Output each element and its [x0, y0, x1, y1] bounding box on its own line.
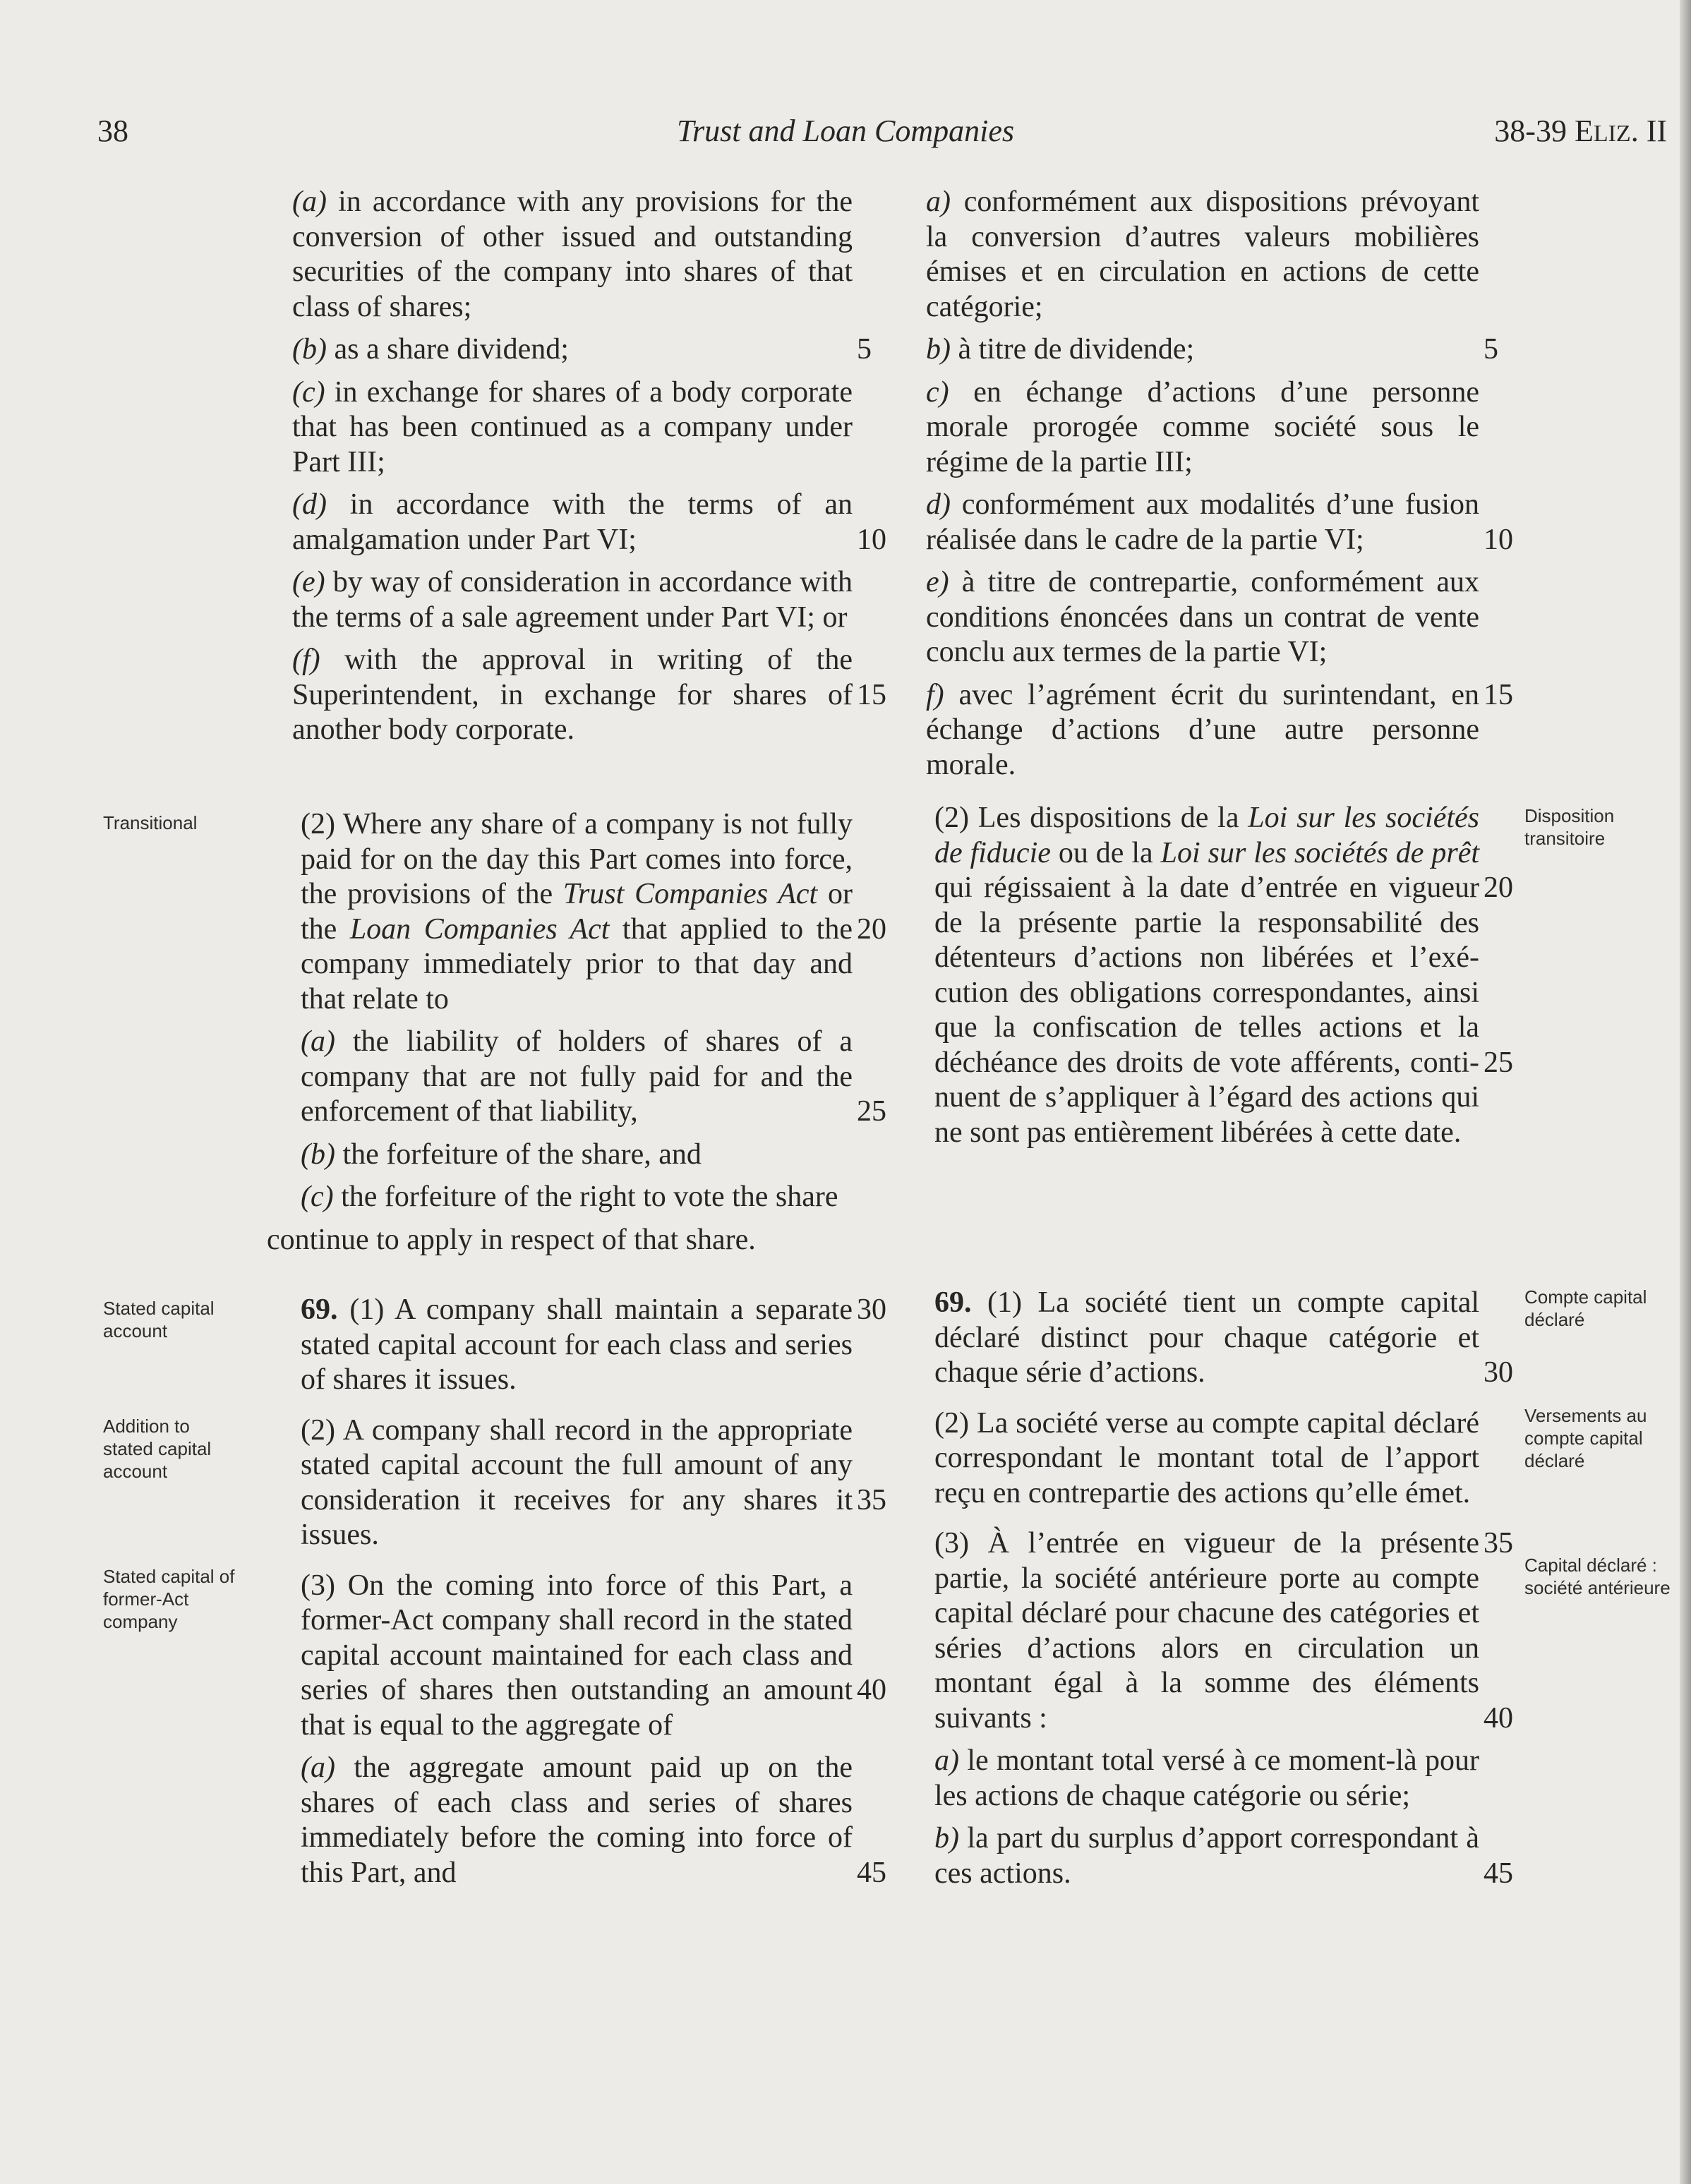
margin-note-former-act-company: Stated capital of former-Act company — [103, 1566, 235, 1632]
line-number: 10 — [1484, 523, 1513, 556]
fr-s69-1: 30 69. (1) La société tient un compte capital déclaré distinct pour chaque catégorie et chaque série d’actions. — [901, 1286, 1479, 1391]
en-transitional-c: (c) the forfeiture of the right to vote the share — [301, 1181, 838, 1213]
fr-para-b: 5 b) à titre de dividende; — [901, 332, 1479, 368]
line-number: 15 — [1484, 678, 1513, 711]
margin-note-versements: Versements au compte capital déclaré — [1524, 1405, 1647, 1471]
fr-para-a: a) conformément aux dispositions prévoyant la conversion d’autres valeurs mobilières émises et en circulation en actions de cette catégorie; — [926, 186, 1479, 323]
margin-note-disposition-transitoire: Disposition transitoire — [1524, 805, 1615, 849]
margin-note-compte-capital: Compte capital déclaré — [1524, 1286, 1647, 1330]
scan-page-edge — [1680, 0, 1691, 2184]
en-para-a: (a) in accordance with any provisions for the conversion of other issued and outstanding securities of the company into shares of that class of shares; — [292, 186, 853, 323]
fr-s69-3-a: a) le montant total versé à ce moment-là pour les actions de chaque catégorie ou série; — [934, 1744, 1479, 1812]
line-number: 20 — [1484, 871, 1513, 904]
english-column-section-69 — [267, 1293, 886, 1898]
volume-reference: 38-39 ELIZ. II — [1494, 114, 1667, 148]
fr-s69-3-b: 45 b) la part du surplus d’apport correspondant à ces actions. — [901, 1821, 1479, 1891]
fr-para-c: c) en échange d’actions d’une personne morale prorogée comme société sous le régime de la partie III; — [926, 375, 1479, 478]
fr-para-e: e) à titre de contrepartie, conformément aux conditions énoncées dans un contrat de vente conclu aux termes de la partie VI; — [926, 566, 1479, 668]
en-transitional-b: (b) the forfeiture of the share, and — [301, 1138, 702, 1171]
en-transitional-tail: continue to apply in respect of that share. — [267, 1223, 756, 1256]
fr-transitional-para: 20 25 (2) Les dispositions de la Loi sur les sociétés de fiducie ou de la Loi sur les sociétés de prêt qui régissaient à la date d’entrée en vigueur de la présente partie la responsabilité des détenteurs d’actions non libérées et l’exécution des obligations correspondantes, ainsi que la confiscation de telles actions et la déchéance des droits de vote afférents, continuent de s’appliquer à l’égard des actions qui ne sont pas entièrement libérées à cette date. — [901, 801, 1479, 1150]
en-para-d: 10 (d) in accordance with the terms of an amalgamation under Part VI; — [267, 488, 853, 557]
margin-note-societe-anterieure: Capital déclaré : société antérieure — [1524, 1555, 1671, 1598]
french-column — [901, 185, 1513, 790]
en-transitional-a: 25 (a) the liability of holders of shares of a company that are not fully paid for and the enforcement of that liability, — [267, 1025, 853, 1130]
line-number: 25 — [857, 1095, 886, 1128]
line-number: 25 — [1484, 1046, 1513, 1079]
fr-para-d: 10 d) conformément aux modalités d’une fusion réalisée dans le cadre de la partie VI; — [901, 488, 1479, 557]
page-number: 38 — [97, 114, 128, 148]
line-number: 35 — [1484, 1527, 1513, 1559]
en-s69-3: 40 (3) On the coming into force of this Part, a former-Act company shall record in the stated capital account maintained for each class and series of shares then outstanding an amount that is equal to the aggregate of — [267, 1569, 853, 1744]
english-column — [267, 185, 886, 756]
line-number: 15 — [857, 678, 886, 711]
english-column-transitional — [267, 807, 886, 1265]
margin-note-addition-stated-capital: Addition to stated capital account — [103, 1416, 212, 1482]
line-number: 45 — [1484, 1857, 1513, 1890]
line-number: 5 — [857, 333, 872, 366]
en-para-f: 15 (f) with the approval in writing of the Superintendent, in exchange for shares of another body corporate. — [267, 643, 853, 748]
en-s69-2: 35 (2) A company shall record in the appropriate stated capital account the full amount of any consideration it receives for any shares it issues. — [267, 1413, 853, 1553]
french-column-transitional — [901, 801, 1513, 1158]
line-number: 40 — [857, 1674, 886, 1706]
line-number: 5 — [1484, 333, 1498, 366]
line-number: 10 — [857, 523, 886, 556]
fr-s69-3: 35 40 (3) À l’entrée en vigueur de la présente partie, la société antérieure porte au compte capital déclaré pour chacune des catégories et séries d’actions alors en circulation un montant égal à la somme des éléments suivants : — [901, 1526, 1479, 1736]
line-number: 35 — [857, 1483, 886, 1516]
en-s69-3-a: 45 (a) the aggregate amount paid up on the shares of each class and series of shares immediately before the coming into force of this Part, and — [267, 1751, 853, 1890]
en-para-e: (e) by way of consideration in accordance with the terms of a sale agreement under Part VI; or — [292, 566, 853, 634]
line-number: 20 — [857, 912, 886, 946]
en-transitional-para: 20 (2) Where any share of a company is not fully paid for on the day this Part comes into force, the provisions of the Trust Companies Act or the Loan Companies Act that applied to the company immediately prior to that day and that relate to — [267, 807, 853, 1017]
fr-s69-2: (2) La société verse au compte capital déclaré correspondant le montant total de l’apport reçu en contrepartie des actions qu’elle émet. — [934, 1406, 1479, 1509]
en-s69-1: 30 69. (1) A company shall maintain a separate stated capital account for each class and series of shares it issues. — [267, 1293, 853, 1398]
running-title: Trust and Loan Companies — [677, 114, 1014, 148]
line-number: 30 — [857, 1293, 886, 1326]
en-para-b: 5 (b) as a share dividend; — [267, 332, 853, 368]
line-number: 40 — [1484, 1701, 1513, 1734]
line-number: 30 — [1484, 1356, 1513, 1389]
line-number: 45 — [857, 1856, 886, 1889]
margin-note-stated-capital-account: Stated capital account — [103, 1298, 215, 1341]
en-para-c: (c) in exchange for shares of a body corporate that has been continued as a company under Part III; — [292, 375, 853, 478]
margin-note-transitional: Transitional — [103, 812, 198, 833]
fr-para-f: 15 f) avec l’agrément écrit du surintendant, en échange d’actions d’une autre personne morale. — [901, 678, 1479, 783]
french-column-section-69 — [901, 1286, 1513, 1899]
